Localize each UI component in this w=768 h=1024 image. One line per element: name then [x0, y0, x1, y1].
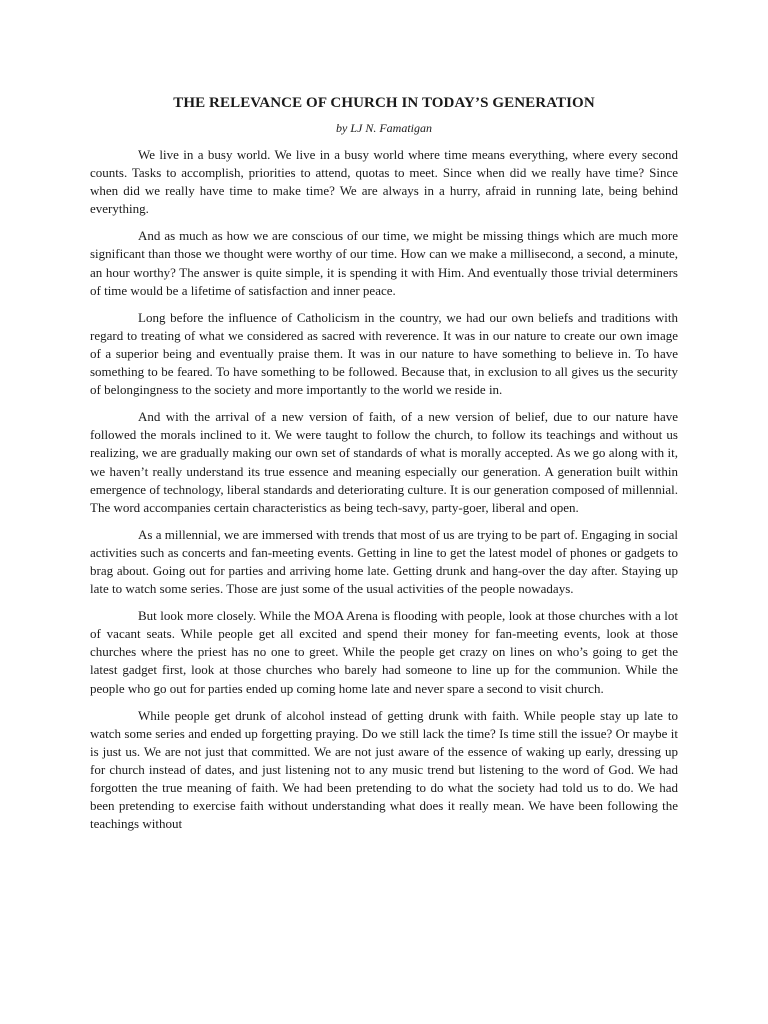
paragraph-4: And with the arrival of a new version of faith, of a new version of belief, due to our nature have followed the morals inclined to it. We were taught to follow the church, to follow its teachings and without us realizing, we are gradually making our own set of standards of what is morally accepted. As we go along with it, we haven’t really understand its true essence and meaning especially our generation. A generation built within emergence of technology, liberal standards and deteriorating culture. It is our generation composed of millennial. The word accompanies certain characteristics as being tech-savy, party-goer, liberal and open. — [90, 409, 678, 515]
paragraph-1: We live in a busy world. We live in a busy world where time means everything, where every second counts. Tasks to accomplish, priorities to attend, quotas to meet. Since when did we really have time? Since when did we really have time to make time? We are always in a hurry, afraid in running late, being behind everything. — [90, 147, 678, 217]
document-body — [90, 94, 678, 842]
author-byline: by LJ N. Famatigan — [336, 121, 432, 135]
document-title: THE RELEVANCE OF CHURCH IN TODAY’S GENERATION — [173, 95, 595, 111]
paragraph-5: As a millennial, we are immersed with trends that most of us are trying to be part of. Engaging in social activities such as concerts and fan-meeting events. Getting in line to get the latest model of phones or gadgets to brag about. Going out for parties and arriving home late. Getting drunk and hang-over the day after. Staying up late to watch some series. Those are just some of the usual activities of the people nowadays. — [90, 526, 678, 597]
paragraph-3: Long before the influence of Catholicism in the country, we had our own beliefs and traditions with regard to treating of what we considered as sacred with reverence. It was in our nature to create our own image of a superior being and eventually praise them. It was in our nature to have something to believe in. To have something to be feared. To have something to be followed. Because that, in exclusion to all gives us the security of belongingness to the society and more importantly to the world we reside in. — [90, 309, 678, 398]
paragraph-6: But look more closely. While the MOA Arena is flooding with people, look at those churches with a lot of vacant seats. While people get all excited and spend their money for fan-meeting events, look at those churches where the priest has no one to greet. While the people get crazy on lines on who’s going to get the latest gadget first, look at those churches who barely had someone to line up for the communion. While the people who go out for parties ended up coming home late and never spare a second to visit church. — [90, 608, 678, 696]
paragraph-7: While people get drunk of alcohol instead of getting drunk with faith. While people stay up late to watch some series and ended up forgetting praying. Do we still lack the time? Is time still the issue? Or maybe it is just us. We are not just that committed. We are not just aware of the essence of waking up early, dressing up for church instead of dates, and just listening not to any music trend but listening to the word of God. We had forgotten the true meaning of faith. We had been pretending to do what the society had told us to do. We had been pretending to exercise faith without understanding what does it really mean. We have been following the teachings without — [90, 707, 678, 832]
paragraph-2: And as much as how we are conscious of our time, we might be missing things which are much more significant than those we thought were worthy of our time. How can we make a millisecond, a second, a minute, an hour worthy? The answer is quite simple, it is spending it with Him. And eventually those trivial determiners of time would be a lifetime of satisfaction and inner peace. — [90, 228, 678, 298]
